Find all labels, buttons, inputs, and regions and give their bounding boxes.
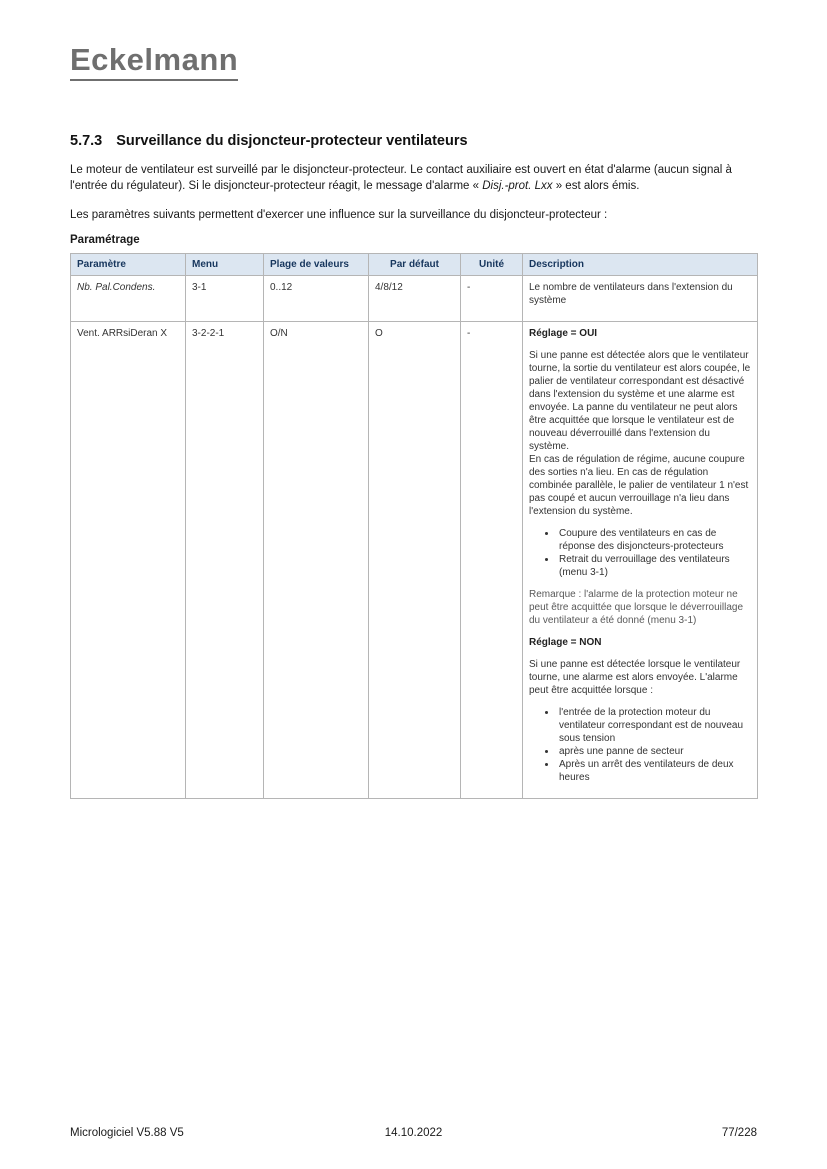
table-row [71,322,758,799]
footer-page-number: 77/228 [721,1127,757,1139]
default-cell: 4/8/12 [369,276,461,322]
description-cell [523,276,758,322]
table-row [71,276,758,322]
footer-firmware-version: Micrologiciel V5.88 V5 [70,1127,184,1139]
default-cell: O [369,322,461,799]
table-header-row [71,254,758,276]
section-heading [70,133,757,149]
table-body [71,276,758,799]
section-number: 5.7.3 [70,133,103,149]
alarm-message-name: Disj.-prot. Lxx [482,180,553,192]
description-bullet-list [529,706,751,784]
logo-text: Eckelmann [70,42,239,77]
intro-paragraph-2: Les paramètres suivants permettent d'exercer une influence sur la surveillance du disjoncteur-protecteur : [70,209,608,221]
description-bullet: • l'entrée de la protection moteur du ventilateur correspondant est de nouveau sous tension [557,706,751,745]
param-cell: Vent. ARRsiDeran X [71,322,186,799]
description-bullet: • Après un arrêt des ventilateurs de deux heures [557,758,751,784]
description-paragraph: Le nombre de ventilateurs dans l'extension du système [529,282,733,306]
description-setting-heading: Réglage = NON [529,637,602,648]
description-paragraph: Remarque : l'alarme de la protection moteur ne peut être acquittée que lorsque le déverrouillage du ventilateur a été donné (menu 3-1) [529,589,744,626]
menu-cell: 3-2-2-1 [186,322,264,799]
section-title: Surveillance du disjoncteur-protecteur ventilateurs [116,133,468,149]
description-bullet: • Retrait du verrouillage des ventilateurs (menu 3-1) [557,553,751,579]
description-bullet-list [529,527,751,579]
unit-cell: - [461,276,523,322]
description-cell [523,322,758,799]
parametrage-subheading: Paramétrage [70,234,140,246]
column-header: Description [523,254,758,276]
column-header: Paramètre [71,254,186,276]
description-paragraph: Si une panne est détectée alors que le ventilateur tourne, la sortie du ventilateur est alors coupée, le palier de ventilateur correspondant est désactivé dans l'extension du système et une alarme est envoyée. La panne du ventilateur ne peut alors être acquittée que lorsque le ventilateur est de nouveau déverrouillé dans l'extension du système. En cas de régulation de régime, aucune coupure des sorties n'a lieu. En cas de régulation combinée parallèle, le palier de ventilateur 1 n'est pas coupé et aucun verrouillage n'a lieu dans l'extension du système. [529,350,751,517]
intro-paragraph-1 [70,162,757,194]
parameter-table [70,253,758,799]
description-bullet: • Coupure des ventilateurs en cas de réponse des disjoncteurs-protecteurs [557,527,751,553]
footer-date: 14.10.2022 [384,1127,443,1139]
range-cell: 0..12 [264,276,369,322]
eckelmann-logo [70,44,238,81]
column-header: Menu [186,254,264,276]
range-cell: O/N [264,322,369,799]
column-header: Plage de valeurs [264,254,369,276]
intro-paragraph-1-text: Le moteur de ventilateur est surveillé par le disjoncteur-protecteur. Le contact auxiliaire est ouvert en état d'alarme (aucun signal à l'entrée du régulateur). Si le disjoncteur-protecteur réagit, le message d'alarme « [70,164,732,192]
menu-cell: 3-1 [186,276,264,322]
description-paragraph: Si une panne est détectée lorsque le ventilateur tourne, une alarme est alors envoyée. L'alarme peut être acquittée lorsque : [529,659,741,696]
param-cell: Nb. Pal.Condens. [71,276,186,322]
page-footer [70,1127,757,1139]
unit-cell: - [461,322,523,799]
intro-paragraph-1-end: » est alors émis. [552,180,640,192]
column-header: Unité [461,254,523,276]
description-setting-heading: Réglage = OUI [529,328,598,339]
column-header: Par défaut [369,254,461,276]
description-bullet: • après une panne de secteur [557,745,751,758]
